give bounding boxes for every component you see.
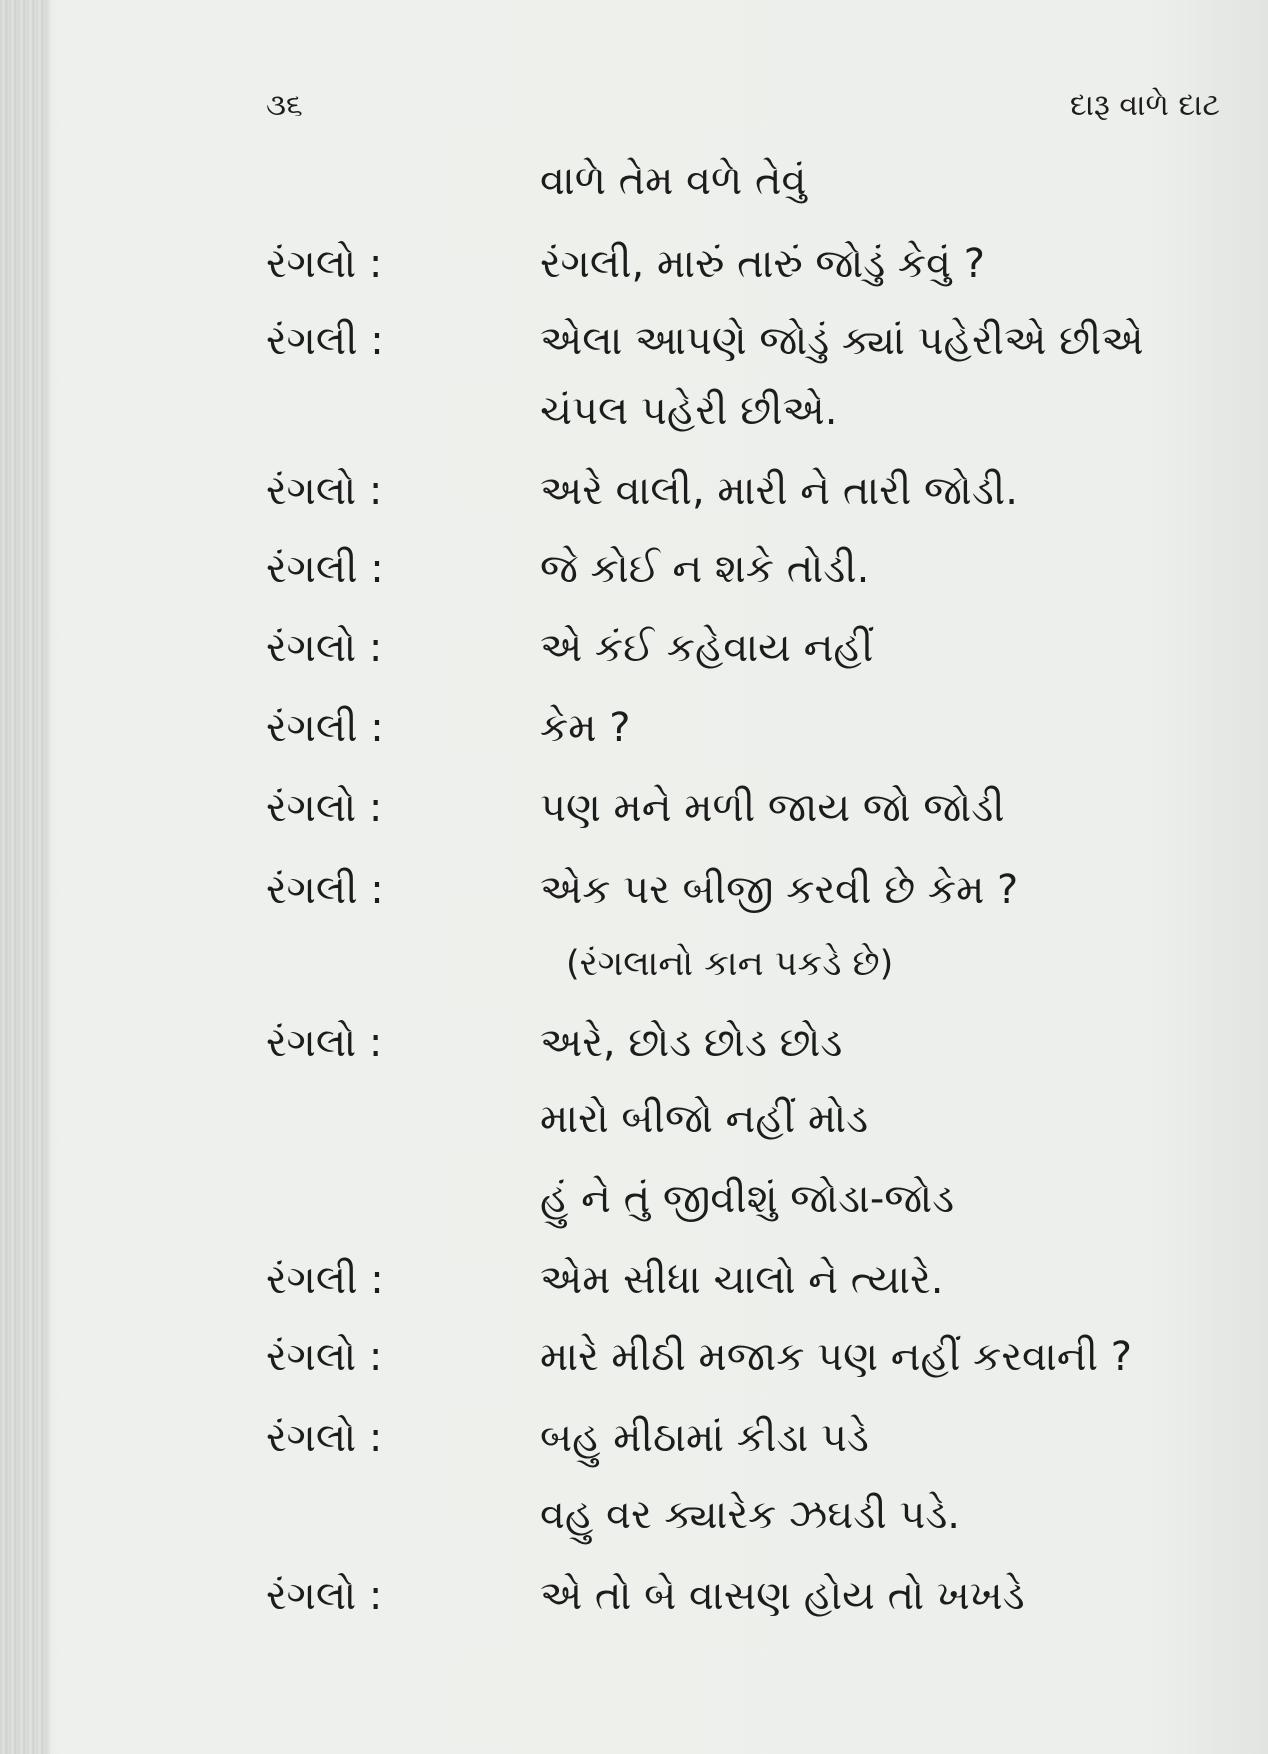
speaker-label: રંગલી : bbox=[266, 867, 384, 913]
dialogue-text: કેમ ? bbox=[540, 705, 631, 751]
dialogue-text: એક પર બીજી કરવી છે કેમ ? bbox=[540, 867, 1019, 913]
speaker-label: રંગલો : bbox=[266, 1573, 383, 1619]
dialogue-text: મારે મીઠી મજાક પણ નહીં કરવાની ? bbox=[540, 1334, 1132, 1380]
dialogue-text: ચંપલ પહેરી છીએ. bbox=[540, 388, 838, 434]
page-number: ૩૬ bbox=[266, 88, 303, 123]
speaker-label: રંગલો : bbox=[266, 1020, 383, 1066]
dialogue-text: હું ને તું જીવીશું જોડા-જોડ bbox=[540, 1176, 955, 1222]
dialogue-line bbox=[0, 534, 1268, 604]
dialogue-line bbox=[0, 1561, 1268, 1631]
dialogue-text: પણ મને મળી જાય જો જોડી bbox=[540, 785, 1005, 831]
speaker-label: રંગલો : bbox=[266, 785, 383, 831]
dialogue-line bbox=[0, 306, 1268, 376]
dialogue-text: મારો બીજો નહીં મોડ bbox=[540, 1096, 869, 1142]
speaker-label: રંગલો : bbox=[266, 241, 383, 287]
speaker-label: રંગલી : bbox=[266, 318, 384, 364]
dialogue-text: એ તો બે વાસણ હોય તો ખખડે bbox=[540, 1573, 1025, 1619]
dialogue-text: એમ સીધા ચાલો ને ત્યારે. bbox=[540, 1257, 944, 1303]
running-header-title: દારૂ વાળે દાટ bbox=[1069, 88, 1220, 123]
dialogue-line bbox=[0, 773, 1268, 843]
speaker-label: રંગલો : bbox=[266, 468, 383, 514]
stage-direction: (રંગલાનો કાન પકડે છે) bbox=[566, 944, 894, 984]
speaker-label: રંગલો : bbox=[266, 1415, 383, 1461]
dialogue-text: વહુ વર ક્યારેક ઝઘડી પડે. bbox=[540, 1492, 961, 1538]
dialogue-line bbox=[0, 456, 1268, 526]
dialogue-line bbox=[0, 1008, 1268, 1078]
dialogue-text: જે કોઈ ન શકે તોડી. bbox=[540, 546, 870, 592]
dialogue-line bbox=[0, 1084, 1268, 1154]
dialogue-line bbox=[0, 1322, 1268, 1392]
dialogue-line bbox=[0, 929, 1268, 999]
dialogue-text: બહુ મીઠામાં કીડા પડે bbox=[540, 1415, 869, 1461]
speaker-label: રંગલી : bbox=[266, 705, 384, 751]
dialogue-line bbox=[0, 855, 1268, 925]
speaker-label: રંગલી : bbox=[266, 546, 384, 592]
speaker-label: રંગલી : bbox=[266, 1257, 384, 1303]
dialogue-line bbox=[0, 693, 1268, 763]
dialogue-line bbox=[0, 1403, 1268, 1473]
dialogue-text: વાળે તેમ વળે તેવું bbox=[540, 158, 807, 204]
speaker-label: રંગલો : bbox=[266, 625, 383, 671]
dialogue-text: અરે વાલી, મારી ને તારી જોડી. bbox=[540, 468, 1018, 514]
speaker-label: રંગલો : bbox=[266, 1334, 383, 1380]
dialogue-line bbox=[0, 1164, 1268, 1234]
dialogue-line bbox=[0, 146, 1268, 216]
dialogue-line bbox=[0, 1245, 1268, 1315]
dialogue-text: રંગલી, મારું તારું જોડું કેવું ? bbox=[540, 241, 986, 287]
dialogue-text: એ કંઈ કહેવાય નહીં bbox=[540, 625, 874, 671]
dialogue-text: અરે, છોડ છોડ છોડ bbox=[540, 1020, 843, 1066]
dialogue-line bbox=[0, 229, 1268, 299]
dialogue-line bbox=[0, 613, 1268, 683]
dialogue-line bbox=[0, 376, 1268, 446]
dialogue-text: એલા આપણે જોડું ક્યાં પહેરીએ છીએ bbox=[540, 318, 1144, 364]
dialogue-line bbox=[0, 1480, 1268, 1550]
